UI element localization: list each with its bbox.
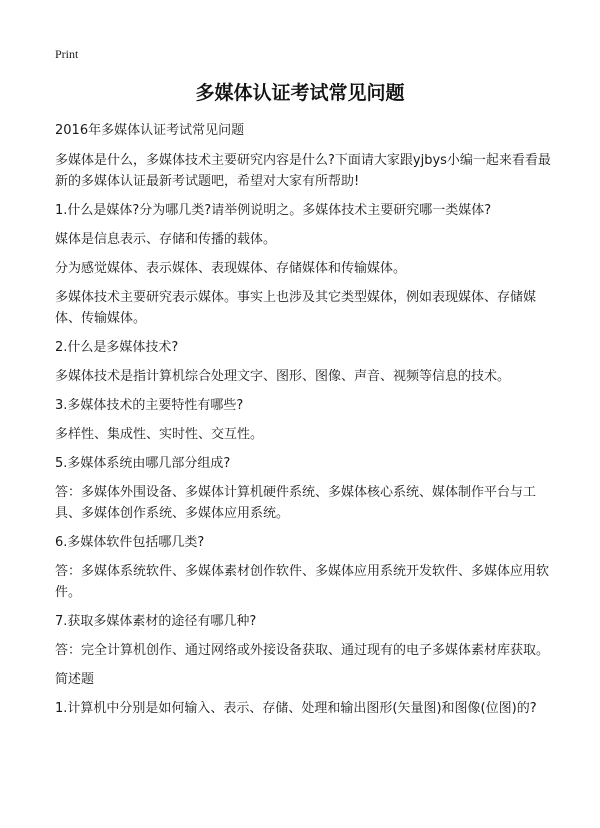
question-1: 1.什么是媒体?分为哪几类?请举例说明之。多媒体技术主要研究哪一类媒体? — [55, 203, 492, 218]
answer-3: 多样性、集成性、实时性、交互性。 — [55, 427, 264, 442]
essay-question-1: 1.计算机中分别是如何输入、表示、存储、处理和输出图形(矢量图)和图像(位图)的? — [55, 701, 537, 716]
question-5: 5.多媒体系统由哪几部分组成? — [55, 456, 231, 471]
article-subtitle: 2016年多媒体认证考试常见问题 — [55, 123, 245, 138]
answer-6: 答：多媒体系统软件、多媒体素材创作软件、多媒体应用系统开发软件、多媒体应用软件。 — [55, 564, 550, 600]
answer-5: 答：多媒体外围设备、多媒体计算机硬件系统、多媒体核心系统、媒体制作平台与工具、多媒体创作系统、多媒体应用系统。 — [55, 485, 537, 521]
answer-7: 答：完全计算机创作、通过网络或外接设备获取、通过现有的电子多媒体素材库获取。 — [55, 643, 550, 658]
page-title: 多媒体认证考试常见问题 — [195, 82, 405, 104]
answer-1a: 媒体是信息表示、存储和传播的载体。 — [55, 232, 277, 247]
intro-paragraph: 多媒体是什么，多媒体技术主要研究内容是什么?下面请大家跟yjbys小编一起来看看最新的多媒体认证最新考试题吧，希望对大家有所帮助! — [55, 153, 551, 189]
answer-1b: 分为感觉媒体、表示媒体、表现媒体、存储媒体和传输媒体。 — [55, 261, 407, 276]
question-7: 7.获取多媒体素材的途径有哪几种? — [55, 614, 257, 629]
answer-2: 多媒体技术是指计算机综合处理文字、图形、图像、声音、视频等信息的技术。 — [55, 369, 511, 384]
section-heading: 简述题 — [55, 672, 95, 687]
print-link[interactable]: Print — [55, 47, 79, 61]
answer-1c: 多媒体技术主要研究表示媒体。事实上也涉及其它类型媒体，例如表现媒体、存储媒体、传输媒体。 — [55, 290, 537, 326]
article-body — [55, 120, 555, 727]
question-6: 6.多媒体软件包括哪几类? — [55, 535, 205, 550]
question-2: 2.什么是多媒体技术? — [55, 340, 179, 355]
question-3: 3.多媒体技术的主要特性有哪些? — [55, 398, 244, 413]
